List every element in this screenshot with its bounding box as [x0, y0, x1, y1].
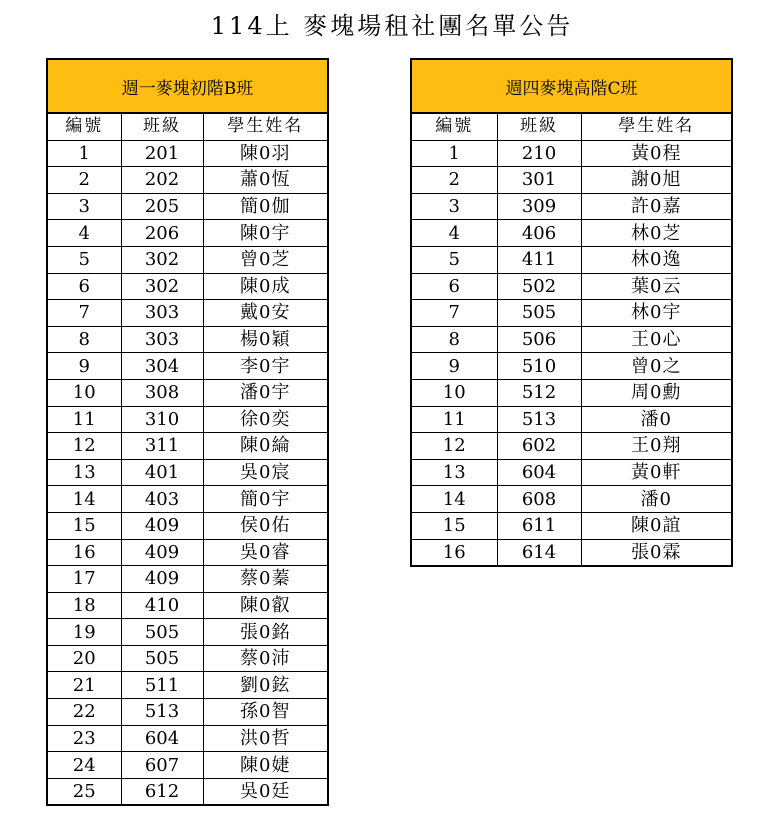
name-cell: 侯0佑	[203, 512, 328, 539]
class-cell: 511	[121, 672, 203, 699]
class-cell: 608	[497, 486, 581, 513]
name-cell: 蕭0恆	[203, 167, 328, 194]
name-cell: 徐0奕	[203, 406, 328, 433]
class-cell: 411	[497, 246, 581, 273]
table-row	[411, 353, 732, 380]
class-cell: 210	[497, 140, 581, 167]
class-cell: 506	[497, 326, 581, 353]
class-cell: 206	[121, 220, 203, 247]
class-cell: 607	[121, 752, 203, 779]
class-cell: 409	[121, 512, 203, 539]
class-cell: 505	[497, 300, 581, 327]
class-cell: 406	[497, 220, 581, 247]
table-row	[47, 406, 328, 433]
class-cell: 512	[497, 379, 581, 406]
table-row	[411, 167, 732, 194]
number-cell: 19	[47, 619, 121, 646]
table-row	[47, 353, 328, 380]
number-cell: 17	[47, 566, 121, 593]
name-cell: 陳0綸	[203, 433, 328, 460]
table-row	[47, 193, 328, 220]
table-row	[47, 379, 328, 406]
class-cell: 410	[121, 592, 203, 619]
class-cell: 403	[121, 486, 203, 513]
class-cell: 513	[497, 406, 581, 433]
table-row	[47, 592, 328, 619]
table-row	[411, 326, 732, 353]
page-title: 114上 麥塊場租社團名單公告	[210, 12, 574, 40]
name-cell: 曾0芝	[203, 246, 328, 273]
class-cell: 604	[497, 459, 581, 486]
name-cell: 許0嘉	[581, 193, 732, 220]
name-cell: 周0勳	[581, 379, 732, 406]
number-cell: 18	[47, 592, 121, 619]
number-cell: 10	[411, 379, 497, 406]
table-row	[47, 619, 328, 646]
column-header: 班級	[497, 113, 581, 140]
name-cell: 王0心	[581, 326, 732, 353]
class-cell: 604	[121, 725, 203, 752]
name-cell: 黃0程	[581, 140, 732, 167]
table-row	[47, 539, 328, 566]
number-cell: 5	[47, 246, 121, 273]
name-cell: 陳0宇	[203, 220, 328, 247]
name-cell: 楊0穎	[203, 326, 328, 353]
number-cell: 24	[47, 752, 121, 779]
name-cell: 吳0睿	[203, 539, 328, 566]
class-cell: 304	[121, 353, 203, 380]
table-row	[47, 699, 328, 726]
column-header: 班級	[121, 113, 203, 140]
number-cell: 13	[47, 459, 121, 486]
name-cell: 陳0羽	[203, 140, 328, 167]
class-cell: 308	[121, 379, 203, 406]
table-row	[411, 193, 732, 220]
name-cell: 謝0旭	[581, 167, 732, 194]
table-header-thursday: 週四麥塊高階C班	[411, 59, 732, 113]
number-cell: 2	[47, 167, 121, 194]
class-cell: 205	[121, 193, 203, 220]
table-row	[411, 406, 732, 433]
number-cell: 10	[47, 379, 121, 406]
name-cell: 吳0宸	[203, 459, 328, 486]
number-cell: 14	[47, 486, 121, 513]
name-cell: 劉0鉉	[203, 672, 328, 699]
number-cell: 12	[411, 433, 497, 460]
number-cell: 4	[411, 220, 497, 247]
table-row	[47, 300, 328, 327]
number-cell: 3	[411, 193, 497, 220]
class-cell: 202	[121, 167, 203, 194]
table-row	[47, 140, 328, 167]
table-row	[411, 220, 732, 247]
table-row	[47, 672, 328, 699]
class-cell: 309	[497, 193, 581, 220]
name-cell: 張0銘	[203, 619, 328, 646]
class-cell: 401	[121, 459, 203, 486]
number-cell: 15	[411, 512, 497, 539]
number-cell: 13	[411, 459, 497, 486]
number-cell: 2	[411, 167, 497, 194]
number-cell: 16	[47, 539, 121, 566]
number-cell: 21	[47, 672, 121, 699]
class-cell: 302	[121, 273, 203, 300]
table-row	[411, 246, 732, 273]
table-row	[411, 379, 732, 406]
number-cell: 8	[411, 326, 497, 353]
number-cell: 9	[47, 353, 121, 380]
class-cell: 311	[121, 433, 203, 460]
class-cell: 409	[121, 566, 203, 593]
class-cell: 611	[497, 512, 581, 539]
table-row	[411, 140, 732, 167]
roster-table-monday	[46, 58, 329, 806]
class-cell: 614	[497, 539, 581, 566]
number-cell: 4	[47, 220, 121, 247]
number-cell: 11	[411, 406, 497, 433]
table-row	[47, 778, 328, 805]
column-header: 編號	[47, 113, 121, 140]
class-cell: 505	[121, 645, 203, 672]
table-row	[411, 273, 732, 300]
class-cell: 310	[121, 406, 203, 433]
name-cell: 林0宇	[581, 300, 732, 327]
number-cell: 3	[47, 193, 121, 220]
number-cell: 6	[47, 273, 121, 300]
table-row	[411, 433, 732, 460]
class-cell: 612	[121, 778, 203, 805]
name-cell: 孫0智	[203, 699, 328, 726]
number-cell: 11	[47, 406, 121, 433]
column-header: 學生姓名	[581, 113, 732, 140]
class-cell: 513	[121, 699, 203, 726]
table-row	[47, 566, 328, 593]
name-cell: 李0宇	[203, 353, 328, 380]
number-cell: 5	[411, 246, 497, 273]
name-cell: 蔡0沛	[203, 645, 328, 672]
table-row	[47, 167, 328, 194]
number-cell: 15	[47, 512, 121, 539]
table-row	[411, 459, 732, 486]
class-cell: 505	[121, 619, 203, 646]
number-cell: 1	[47, 140, 121, 167]
number-cell: 8	[47, 326, 121, 353]
class-cell: 510	[497, 353, 581, 380]
name-cell: 陳0婕	[203, 752, 328, 779]
number-cell: 14	[411, 486, 497, 513]
table-row	[47, 486, 328, 513]
name-cell: 戴0安	[203, 300, 328, 327]
column-header: 編號	[411, 113, 497, 140]
column-header-row	[411, 113, 732, 140]
table-row	[47, 459, 328, 486]
name-cell: 潘0宇	[203, 379, 328, 406]
number-cell: 23	[47, 725, 121, 752]
class-cell: 301	[497, 167, 581, 194]
name-cell: 陳0誼	[581, 512, 732, 539]
name-cell: 林0逸	[581, 246, 732, 273]
name-cell: 吳0廷	[203, 778, 328, 805]
class-cell: 201	[121, 140, 203, 167]
table-row	[411, 486, 732, 513]
table-row	[411, 512, 732, 539]
class-cell: 602	[497, 433, 581, 460]
column-header: 學生姓名	[203, 113, 328, 140]
column-header-row	[47, 113, 328, 140]
name-cell: 葉0云	[581, 273, 732, 300]
table-row	[47, 220, 328, 247]
table-row	[47, 512, 328, 539]
name-cell: 王0翔	[581, 433, 732, 460]
table-row	[47, 725, 328, 752]
number-cell: 7	[411, 300, 497, 327]
name-cell: 簡0宇	[203, 486, 328, 513]
class-cell: 302	[121, 246, 203, 273]
name-cell: 潘0	[581, 406, 732, 433]
number-cell: 6	[411, 273, 497, 300]
number-cell: 22	[47, 699, 121, 726]
number-cell: 12	[47, 433, 121, 460]
table-row	[411, 539, 732, 566]
table-header-monday: 週一麥塊初階B班	[47, 59, 328, 113]
name-cell: 陳0成	[203, 273, 328, 300]
number-cell: 1	[411, 140, 497, 167]
table-row	[47, 752, 328, 779]
number-cell: 16	[411, 539, 497, 566]
name-cell: 陳0叡	[203, 592, 328, 619]
name-cell: 黃0軒	[581, 459, 732, 486]
number-cell: 20	[47, 645, 121, 672]
name-cell: 蔡0蓁	[203, 566, 328, 593]
table-row	[47, 273, 328, 300]
table-row	[47, 246, 328, 273]
number-cell: 9	[411, 353, 497, 380]
table-row	[47, 326, 328, 353]
table-row	[47, 433, 328, 460]
class-cell: 502	[497, 273, 581, 300]
number-cell: 7	[47, 300, 121, 327]
class-cell: 303	[121, 326, 203, 353]
table-row	[411, 300, 732, 327]
table-row	[47, 645, 328, 672]
number-cell: 25	[47, 778, 121, 805]
class-cell: 303	[121, 300, 203, 327]
roster-table-thursday	[410, 58, 733, 567]
class-cell: 409	[121, 539, 203, 566]
name-cell: 潘0	[581, 486, 732, 513]
name-cell: 洪0哲	[203, 725, 328, 752]
name-cell: 簡0伽	[203, 193, 328, 220]
name-cell: 張0霖	[581, 539, 732, 566]
name-cell: 曾0之	[581, 353, 732, 380]
name-cell: 林0芝	[581, 220, 732, 247]
